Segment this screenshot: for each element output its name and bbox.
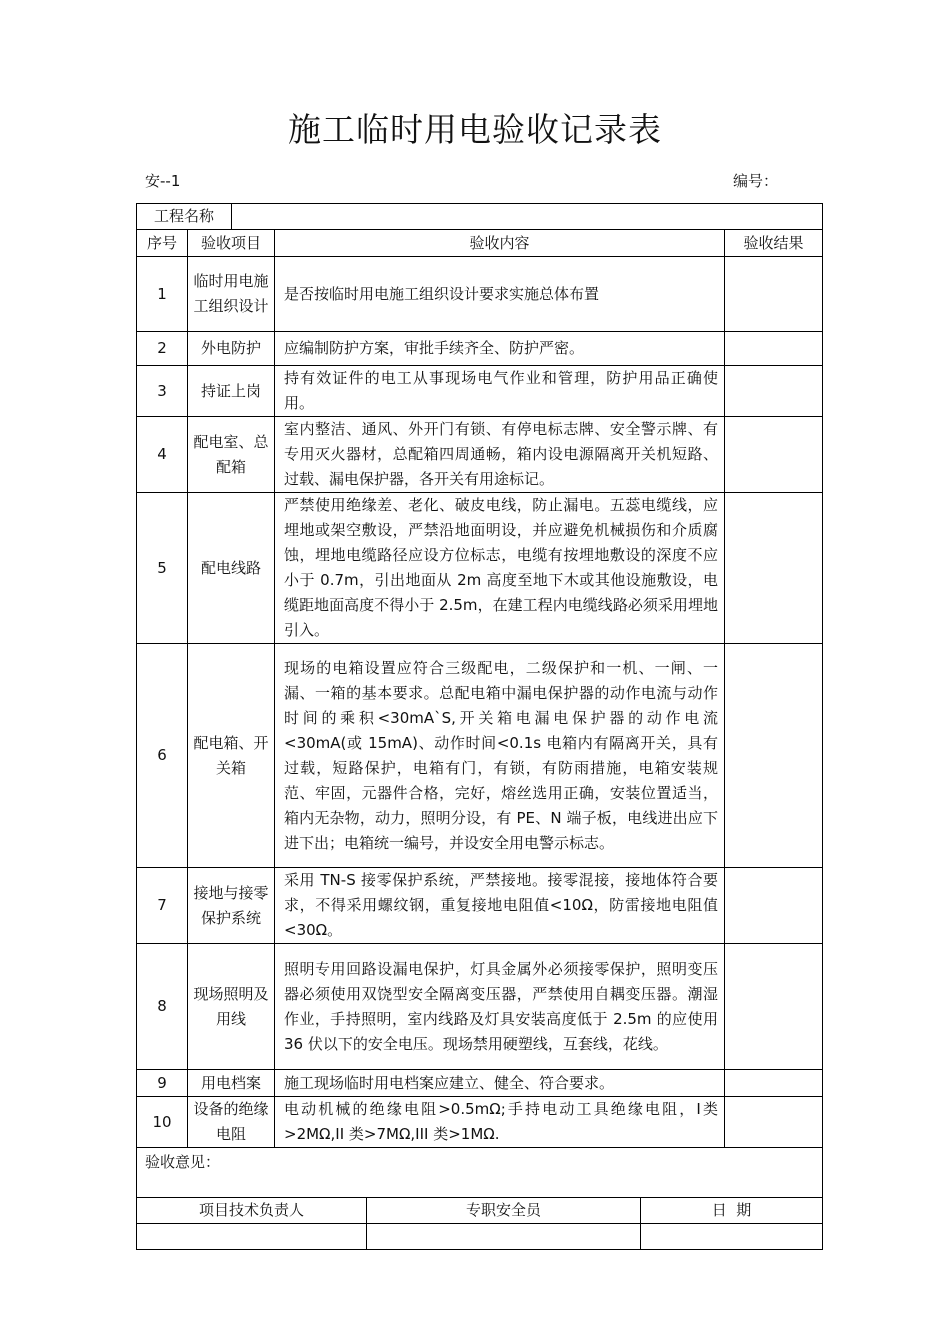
row-seq: 1 bbox=[137, 257, 188, 332]
form-code: 安--1 bbox=[145, 172, 181, 190]
row-content: 室内整洁、通风、外开门有锁、有停电标志牌、安全警示牌、有专用灭火器材，总配箱四周通畅，箱内设电源隔离开关机短路、过载、漏电保护器，各开关有用途标记。 bbox=[275, 417, 725, 493]
row-content: 电动机械的绝缘电阻>0.5mΩ;手持电动工具绝缘电阻，I类>2MΩ,II 类>7MΩ,III 类>1MΩ. bbox=[275, 1097, 725, 1148]
row-result[interactable] bbox=[725, 417, 823, 493]
table-row bbox=[137, 868, 823, 944]
opinion-label: 验收意见： bbox=[145, 1153, 221, 1171]
table-row bbox=[137, 944, 823, 1070]
row-item: 配电箱、开关箱 bbox=[188, 644, 275, 868]
tech-lead-label: 项目技术负责人 bbox=[137, 1198, 367, 1223]
row-seq: 10 bbox=[137, 1097, 188, 1148]
row-result[interactable] bbox=[725, 332, 823, 366]
row-content: 应编制防护方案，审批手续齐全、防护严密。 bbox=[275, 332, 725, 366]
row-item: 配电线路 bbox=[188, 493, 275, 644]
row-content: 施工现场临时用电档案应建立、健全、符合要求。 bbox=[275, 1070, 725, 1097]
row-result[interactable] bbox=[725, 493, 823, 644]
table-row bbox=[137, 644, 823, 868]
row-seq: 4 bbox=[137, 417, 188, 493]
row-seq: 6 bbox=[137, 644, 188, 868]
row-item: 配电室、总配箱 bbox=[188, 417, 275, 493]
row-result[interactable] bbox=[725, 944, 823, 1070]
row-seq: 5 bbox=[137, 493, 188, 644]
row-content: 现场的电箱设置应符合三级配电，二级保护和一机、一闸、一漏、一箱的基本要求。总配电箱中漏电保护器的动作电流与动作时间的乘积<30mA`S,开关箱电漏电保护器的动作电流<30mA(或 15mA)、动作时间<0.1s 电箱内有隔离开关，具有过载，短路保护，电箱有门，有锁，有防雨措施，电箱安装规范、牢固，元器件合格，完好，熔丝选用正确，安装位置适当，箱内无杂物，动力，照明分设，有 PE、N 端子板，电线进出应下进下出；电箱统一编号，并设安全用电警示标志。 bbox=[275, 644, 725, 868]
tech-lead-signature-field[interactable] bbox=[137, 1224, 367, 1249]
row-result[interactable] bbox=[725, 366, 823, 417]
row-result[interactable] bbox=[725, 1097, 823, 1148]
signature-block bbox=[137, 1198, 823, 1250]
row-seq: 3 bbox=[137, 366, 188, 417]
row-seq: 9 bbox=[137, 1070, 188, 1097]
row-content: 是否按临时用电施工组织设计要求实施总体布置 bbox=[275, 257, 725, 332]
row-seq: 7 bbox=[137, 868, 188, 944]
opinion-cell[interactable] bbox=[137, 1148, 823, 1198]
header-seq: 序号 bbox=[137, 230, 188, 257]
row-content: 照明专用回路设漏电保护，灯具金属外必须接零保护，照明变压器必须使用双饶型安全隔离变压器，严禁使用自耦变压器。潮湿作业，手持照明，室内线路及灯具安装高度低于 2.5m 的应使用 36 伏以下的安全电压。现场禁用硬塑线，互套线，花线。 bbox=[275, 944, 725, 1070]
header-row bbox=[137, 230, 823, 257]
row-result[interactable] bbox=[725, 644, 823, 868]
row-item: 持证上岗 bbox=[188, 366, 275, 417]
safety-officer-signature-field[interactable] bbox=[367, 1224, 641, 1249]
row-result[interactable] bbox=[725, 257, 823, 332]
row-result[interactable] bbox=[725, 1070, 823, 1097]
row-content: 持有效证件的电工从事现场电气作业和管理，防护用品正确使用。 bbox=[275, 366, 725, 417]
project-name-label: 工程名称 bbox=[137, 204, 232, 229]
row-content: 严禁使用绝缘差、老化、破皮电线，防止漏电。五蕊电缆线，应埋地或架空敷设，严禁沿地面明设，并应避免机械损伤和介质腐蚀，埋地电缆路径应设方位标志，电缆有按埋地敷设的深度不应小于 0.7m，引出地面从 2m 高度至地下木或其他设施敷设，电缆距地面高度不得小于 2.5m，在建工程内电缆线路必须采用埋地引入。 bbox=[275, 493, 725, 644]
row-seq: 2 bbox=[137, 332, 188, 366]
table-row bbox=[137, 1097, 823, 1148]
header-result: 验收结果 bbox=[725, 230, 823, 257]
row-item: 接地与接零保护系统 bbox=[188, 868, 275, 944]
project-name-field[interactable] bbox=[232, 204, 822, 229]
table-row bbox=[137, 257, 823, 332]
row-item: 外电防护 bbox=[188, 332, 275, 366]
table-row bbox=[137, 1070, 823, 1097]
project-name-row bbox=[137, 204, 823, 230]
date-field[interactable] bbox=[641, 1224, 822, 1249]
row-content: 采用 TN-S 接零保护系统，严禁接地。接零混接，接地体符合要求，不得采用螺纹钢，重复接地电阻值<10Ω，防雷接地电阻值<30Ω。 bbox=[275, 868, 725, 944]
table-row bbox=[137, 332, 823, 366]
header-content: 验收内容 bbox=[275, 230, 725, 257]
table-row bbox=[137, 366, 823, 417]
number-label: 编号： bbox=[733, 172, 779, 190]
header-item: 验收项目 bbox=[188, 230, 275, 257]
row-result[interactable] bbox=[725, 868, 823, 944]
table-row bbox=[137, 493, 823, 644]
safety-officer-label: 专职安全员 bbox=[367, 1198, 641, 1223]
acceptance-table bbox=[136, 203, 823, 1250]
row-item: 现场照明及用线 bbox=[188, 944, 275, 1070]
row-seq: 8 bbox=[137, 944, 188, 1070]
page-title: 施工临时用电验收记录表 bbox=[288, 110, 662, 149]
row-item: 临时用电施工组织设计 bbox=[188, 257, 275, 332]
opinion-row bbox=[137, 1148, 823, 1198]
table-row bbox=[137, 417, 823, 493]
date-label: 日 期 bbox=[711, 1201, 752, 1219]
row-item: 设备的绝缘电阻 bbox=[188, 1097, 275, 1148]
row-item: 用电档案 bbox=[188, 1070, 275, 1097]
